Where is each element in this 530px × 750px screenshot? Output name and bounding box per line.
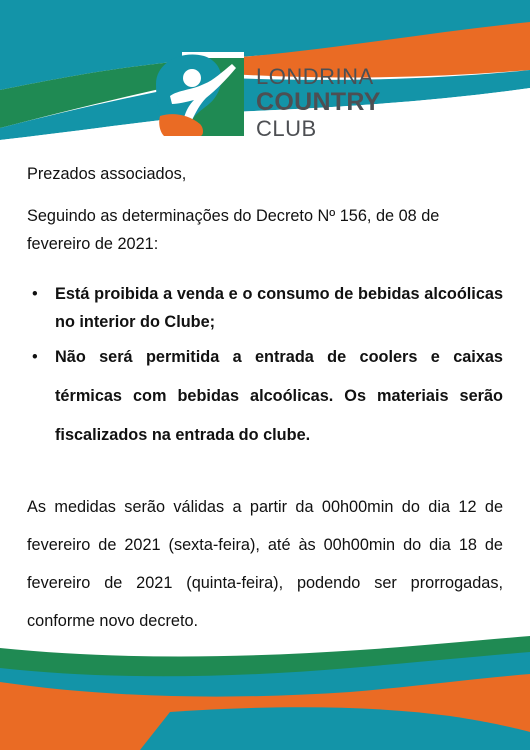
bullet-icon: •	[32, 348, 38, 366]
rule-text: Está proibida a venda e o consumo de bebidas alcoólicas no interior do Clube;	[55, 285, 503, 331]
logo-line-2: COUNTRY	[256, 88, 381, 116]
rules-list	[27, 280, 503, 455]
bottom-wave-decoration	[0, 620, 530, 750]
rule-text: Não será permitida a entrada de coolers e caixas térmicas com bebidas alcoólicas. Os materiais serão fiscalizados na entrada do clube.	[55, 348, 503, 444]
logo-line-3: CLUB	[256, 116, 317, 141]
club-logo	[152, 44, 402, 144]
logo-wordmark	[256, 66, 381, 140]
bullet-icon: •	[32, 285, 38, 303]
notice-body	[27, 160, 503, 640]
list-item	[27, 338, 503, 455]
logo-line-1: LONDRINA	[256, 64, 374, 89]
list-item	[27, 280, 503, 336]
intro-paragraph: Seguindo as determinações do Decreto Nº 156, de 08 de fevereiro de 2021:	[27, 207, 440, 253]
logo-emblem-icon	[152, 44, 252, 144]
greeting: Prezados associados,	[27, 165, 187, 183]
closing-paragraph: As medidas serão válidas a partir da 00h00min do dia 12 de fevereiro de 2021 (sexta-feira), até às 00h00min do dia 18 de fevereiro de 2021 (quinta-feira), podendo ser prorrogadas, conforme novo decreto.	[27, 498, 503, 630]
